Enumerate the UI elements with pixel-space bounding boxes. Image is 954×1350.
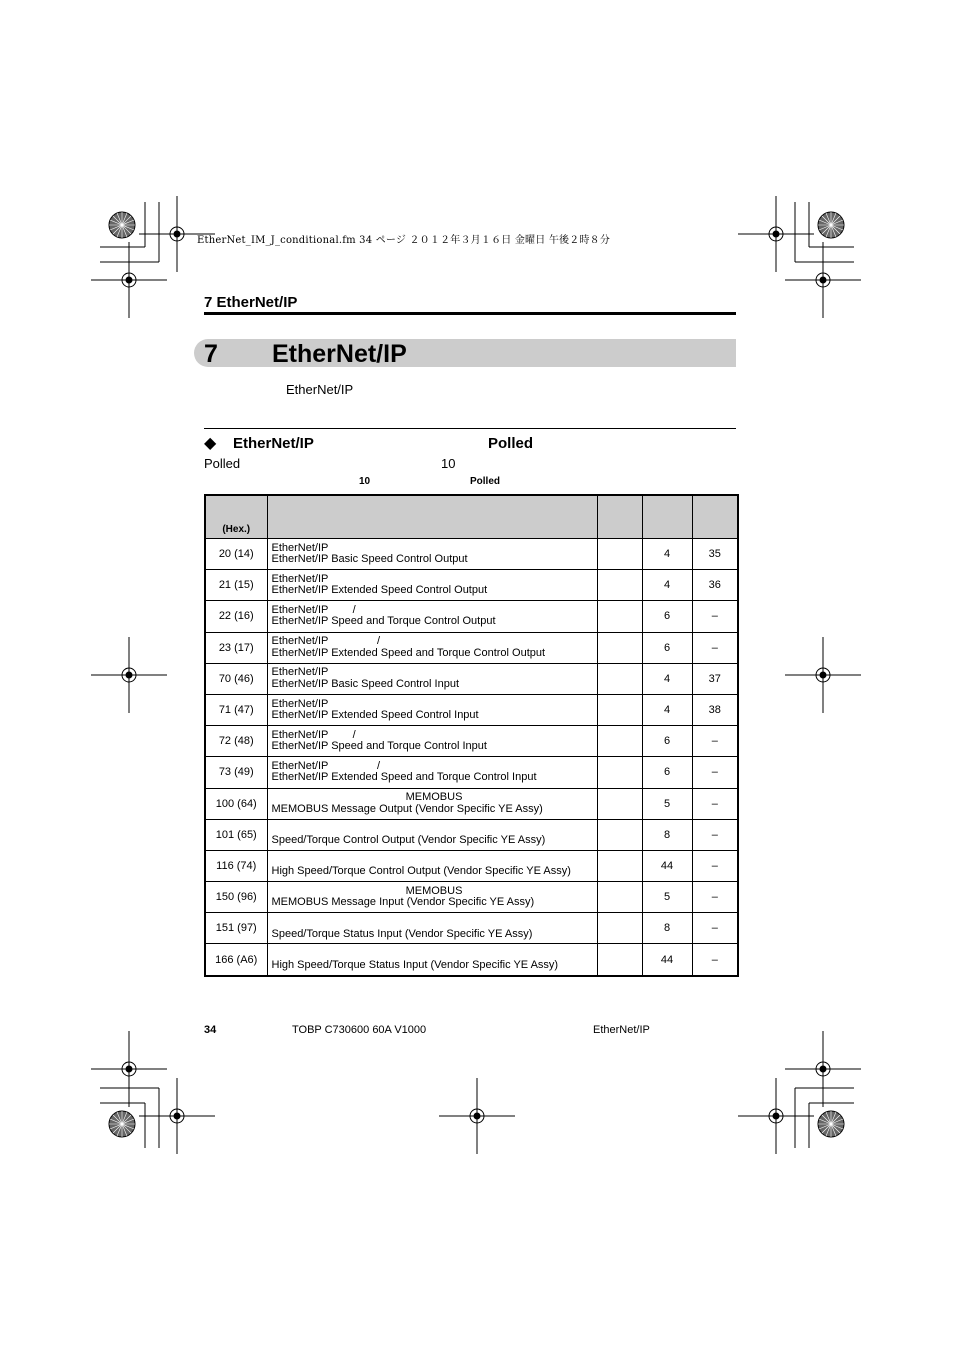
name-cell [267,882,597,913]
name-line2: EtherNet/IP Extended Speed Control Output [271,584,488,597]
instance-cell: 71 (47) [205,694,267,725]
name-line2: EtherNet/IP Extended Speed and Torque Control Input [271,771,537,784]
name-line1: EtherNet/IP / [271,728,356,741]
table-row [205,757,738,788]
name-cell [267,944,597,976]
name-line2: High Speed/Torque Status Input (Vendor Specific YE Assy) [271,958,559,971]
name-cell [267,850,597,881]
table-row [205,913,738,944]
footer-page-number: 34 [204,1024,217,1036]
page-cell: – [692,757,738,788]
table-row [205,788,738,819]
name-line1: MEMOBUS [405,884,463,897]
page-cell: – [692,819,738,850]
blank-cell [597,663,642,694]
table-row [205,882,738,913]
blank-cell [597,726,642,757]
name-line1: MEMOBUS [405,791,463,804]
chapter-title: EtherNet/IP [272,340,407,368]
size-cell: 4 [642,539,692,570]
running-header: 7 EtherNet/IP [204,294,298,311]
section-rule [204,428,736,429]
instance-cell: 116 (74) [205,850,267,881]
size-cell: 6 [642,601,692,632]
size-cell: 4 [642,694,692,725]
instance-cell: 22 (16) [205,601,267,632]
instance-cell: 21 (15) [205,570,267,601]
name-line1: EtherNet/IP [271,666,329,679]
header-name [267,495,597,539]
table-row [205,663,738,694]
name-line2: EtherNet/IP Extended Speed and Torque Control Output [271,646,546,659]
header-rule [204,312,736,315]
header-page [692,495,738,539]
name-line2: EtherNet/IP Basic Speed Control Input [271,677,460,690]
table-caption: 10 [359,476,371,487]
page-cell: – [692,882,738,913]
instance-cell: 70 (46) [205,663,267,694]
blank-cell [597,944,642,976]
page-cell: 35 [692,539,738,570]
table-row [205,570,738,601]
name-cell [267,819,597,850]
blank-cell [597,882,642,913]
section-description-value: 10 [441,456,456,471]
instance-cell: 73 (49) [205,757,267,788]
name-line2: EtherNet/IP Speed and Torque Control Input [271,740,487,753]
name-cell [267,913,597,944]
table-row [205,601,738,632]
page-cell: 38 [692,694,738,725]
name-line2: EtherNet/IP Basic Speed Control Output [271,553,468,566]
table-row [205,632,738,663]
blank-cell [597,850,642,881]
blank-cell [597,757,642,788]
size-cell: 4 [642,570,692,601]
name-line2: EtherNet/IP Extended Speed Control Input [271,709,479,722]
name-line2: MEMOBUS Message Output (Vendor Specific YE Assy) [271,802,543,815]
header-size [642,495,692,539]
page-cell: 37 [692,663,738,694]
name-cell [267,601,597,632]
size-cell: 6 [642,757,692,788]
table-row [205,539,738,570]
diamond-bullet-icon: ◆ [204,435,217,452]
name-line1: EtherNet/IP / [271,603,356,616]
assembly-instance-table [204,494,739,977]
page-cell: – [692,913,738,944]
name-line1: EtherNet/IP [271,697,329,710]
file-info-line: EtherNet_IM_J_conditional.fm 34 ページ ２０１２年３月１６日 金曜日 午後２時８分 [197,235,611,246]
size-cell: 44 [642,944,692,976]
section-heading-suffix: Polled [488,435,534,452]
table-row [205,694,738,725]
instance-cell: 166 (A6) [205,944,267,976]
name-line1: EtherNet/IP / [271,759,381,772]
instance-cell: 20 (14) [205,539,267,570]
name-cell [267,570,597,601]
instance-cell: 23 (17) [205,632,267,663]
blank-cell [597,913,642,944]
size-cell: 5 [642,788,692,819]
instance-cell: 151 (97) [205,913,267,944]
table-header-row [205,495,738,539]
name-line2: MEMOBUS Message Input (Vendor Specific YE Assy) [271,896,535,909]
table-row [205,726,738,757]
name-cell [267,663,597,694]
name-line2: Speed/Torque Control Output (Vendor Specific YE Assy) [271,834,546,847]
instance-cell: 72 (48) [205,726,267,757]
chapter-number: 7 [204,340,218,368]
size-cell: 6 [642,632,692,663]
name-cell [267,726,597,757]
blank-cell [597,632,642,663]
instance-cell: 101 (65) [205,819,267,850]
header-col3 [597,495,642,539]
header-instance: (Hex.) [205,495,267,539]
blank-cell [597,601,642,632]
page-cell: – [692,944,738,976]
name-line1: EtherNet/IP / [271,635,381,648]
table-row [205,819,738,850]
instance-cell: 150 (96) [205,882,267,913]
section-description: Polled [204,456,241,471]
instance-cell: 100 (64) [205,788,267,819]
size-cell: 6 [642,726,692,757]
footer-product: EtherNet/IP [593,1024,650,1036]
page-cell: – [692,850,738,881]
blank-cell [597,570,642,601]
table-caption-suffix: Polled [470,476,501,487]
page-cell: – [692,726,738,757]
name-line2: High Speed/Torque Control Output (Vendor Specific YE Assy) [271,865,571,878]
intro-text: EtherNet/IP [286,382,354,397]
footer-doc-code: TOBP C730600 60A V1000 [292,1024,427,1036]
page-cell: 36 [692,570,738,601]
name-line2: EtherNet/IP Speed and Torque Control Output [271,615,496,628]
size-cell: 5 [642,882,692,913]
blank-cell [597,788,642,819]
size-cell: 44 [642,850,692,881]
size-cell: 8 [642,913,692,944]
name-cell [267,539,597,570]
name-line2: Speed/Torque Status Input (Vendor Specific YE Assy) [271,927,533,940]
name-line1: EtherNet/IP [271,572,329,585]
size-cell: 8 [642,819,692,850]
name-cell [267,694,597,725]
name-cell [267,632,597,663]
name-cell [267,788,597,819]
page-cell: – [692,601,738,632]
table-row [205,944,738,976]
page-cell: – [692,788,738,819]
blank-cell [597,539,642,570]
table-row [205,850,738,881]
section-heading: EtherNet/IP [233,435,314,452]
name-line1: EtherNet/IP [271,541,329,554]
size-cell: 4 [642,663,692,694]
blank-cell [597,694,642,725]
name-cell [267,757,597,788]
blank-cell [597,819,642,850]
page-cell: – [692,632,738,663]
